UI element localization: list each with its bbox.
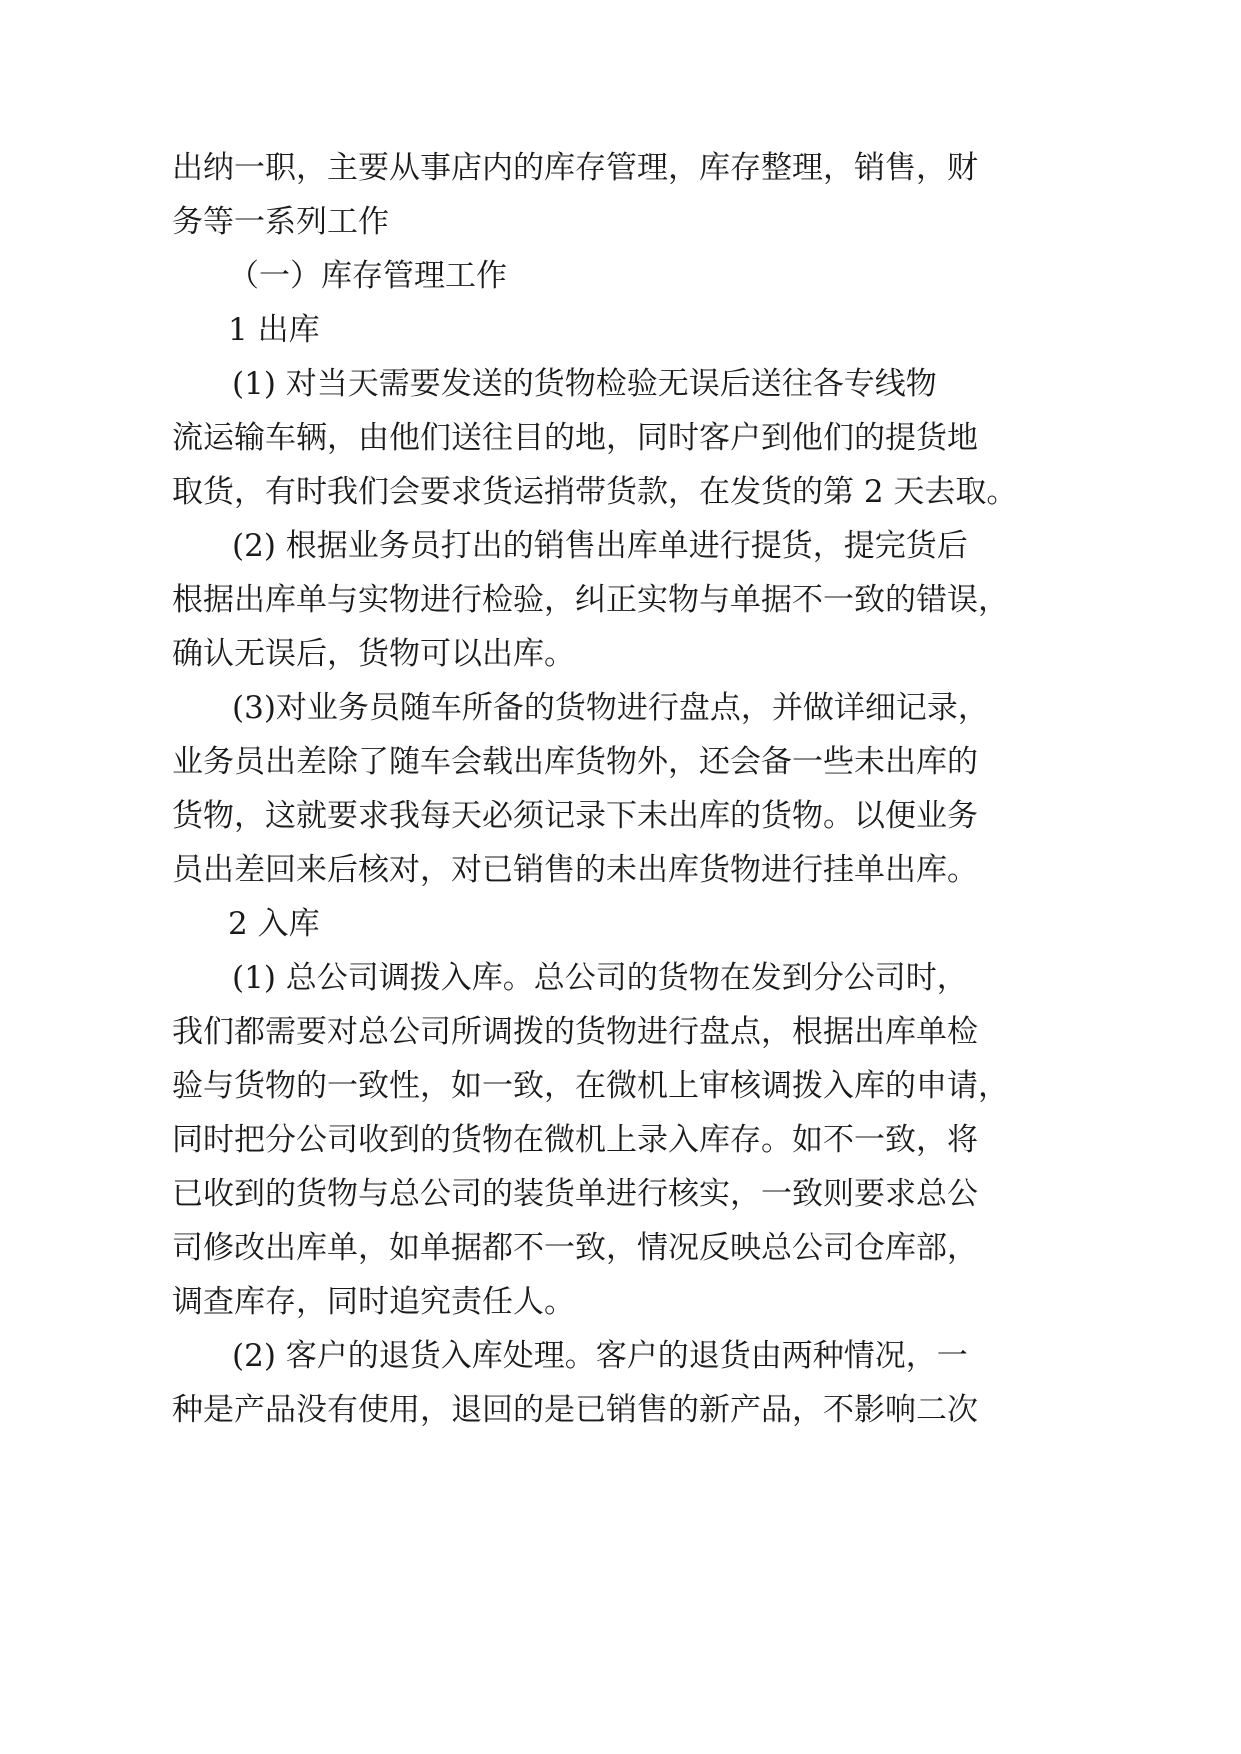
text-line: 司修改出库单，如单据都不一致，情况反映总公司仓库部， <box>172 1230 978 1266</box>
text-line: (1) 总公司调拨入库。总公司的货物在发到分公司时， <box>232 960 968 996</box>
section-heading: （一）库存管理工作 <box>228 258 507 294</box>
text-line: 同时把分公司收到的货物在微机上录入库存。如不一致，将 <box>172 1122 978 1158</box>
text-line: 务等一系列工作 <box>172 204 389 240</box>
text-line: 货物，这就要求我每天必须记录下未出库的货物。以便业务 <box>172 798 978 834</box>
text-line: 确认无误后，货物可以出库。 <box>172 636 575 672</box>
text-line: 根据出库单与实物进行检验，纠正实物与单据不一致的错误， <box>172 582 1009 618</box>
text-line: 业务员出差除了随车会载出库货物外，还会备一些未出库的 <box>172 744 978 780</box>
text-line: 取货，有时我们会要求货运捎带货款，在发货的第 2 天去取。 <box>172 474 1018 510</box>
text-line: 员出差回来后核对，对已销售的未出库货物进行挂单出库。 <box>172 852 978 888</box>
text-line: (3)对业务员随车所备的货物进行盘点，并做详细记录， <box>232 690 989 726</box>
text-line: 验与货物的一致性，如一致，在微机上审核调拨入库的申请， <box>172 1068 1009 1104</box>
text-line: (1) 对当天需要发送的货物检验无误后送往各专线物 <box>232 366 937 402</box>
subsection-heading: 2 入库 <box>228 906 320 942</box>
text-line: 我们都需要对总公司所调拨的货物进行盘点，根据出库单检 <box>172 1014 978 1050</box>
text-line: 调查库存，同时追究责任人。 <box>172 1284 575 1320</box>
subsection-heading: 1 出库 <box>228 312 320 348</box>
text-line: 流运输车辆，由他们送往目的地，同时客户到他们的提货地 <box>172 420 978 456</box>
text-line: 出纳一职，主要从事店内的库存管理，库存整理，销售，财 <box>172 150 978 186</box>
text-line: (2) 根据业务员打出的销售出库单进行提货，提完货后 <box>232 528 968 564</box>
text-line: 种是产品没有使用，退回的是已销售的新产品，不影响二次 <box>172 1392 978 1428</box>
text-line: 已收到的货物与总公司的装货单进行核实，一致则要求总公 <box>172 1176 978 1212</box>
text-line: (2) 客户的退货入库处理。客户的退货由两种情况，一 <box>232 1338 968 1374</box>
